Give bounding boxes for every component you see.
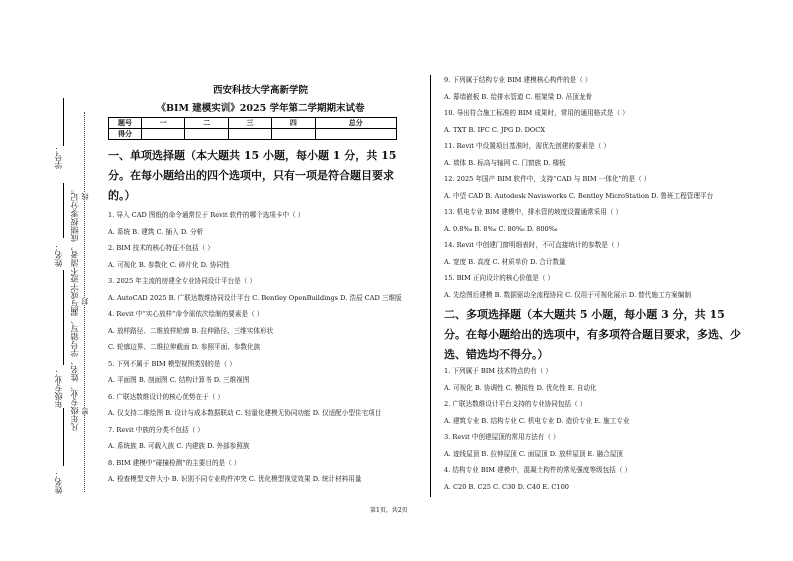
section-2-title: 二、多项选择题（本大题共 5 小题，每小题 3 分，共 15 分。在每小题给出的选项中，有多项符合题目要求，多选、少选、错选均不得分。） — [444, 308, 741, 361]
question: 10. 导出符合施工标准的 BIM 成果时，常用的通用格式是（ ） — [444, 109, 629, 117]
student-id-field-label: 学号： — [54, 145, 63, 169]
answer-options: A. 放样路径、二维放样轮廓 B. 拉伸路径、三维实体形状 — [108, 326, 274, 335]
grade-major-field-label: 年级专业： — [54, 368, 63, 408]
seal-mark-xian: 线 — [81, 193, 89, 200]
score-cell[interactable] — [228, 129, 271, 140]
score-cell[interactable] — [272, 129, 315, 140]
answer-options: A. 迹线屋顶 B. 拉伸屋顶 C. 面屋顶 D. 放样屋顶 E. 融合屋顶 — [444, 449, 623, 458]
question: 2. 广联达数维设计平台支持的专业协同包括（ ） — [444, 400, 587, 408]
answer-options: C. 轮廓边界、二维拉伸截面 D. 参照平面、参数化族 — [108, 343, 261, 351]
question: 4. 结构专业 BIM 建模中，混凝土构件的常见强度等级包括（ ） — [444, 466, 632, 474]
answer-options: A. 宽度 B. 高度 C. 材质单价 D. 合计数量 — [444, 257, 566, 266]
header-cell: 题号 — [109, 118, 142, 129]
score-table-header-row — [109, 118, 397, 129]
question: 8. BIM 建模中“碰撞检测”的主要目的是（ ） — [108, 458, 241, 467]
answer-options: A. 系统 B. 建筑 C. 插入 D. 分析 — [108, 227, 204, 236]
answer-options: A. C20 B. C25 C. C30 D. C40 E. C100 — [444, 482, 569, 491]
score-table-score-row — [109, 129, 397, 140]
margin-line — [63, 408, 64, 466]
answer-options: A. 系统族 B. 可载入族 C. 内建族 D. 外部参照族 — [108, 442, 250, 450]
section-1 — [108, 146, 413, 492]
answer-options: A. 幕墙嵌板 B. 给排水管道 C. 框架梁 D. 吊顶龙骨 — [444, 92, 593, 101]
answer-options: A. 墙体 B. 标高与轴网 C. 门窗族 D. 楼板 — [444, 158, 566, 167]
answer-options: A. 可视化 B. 参数化 C. 碎片化 D. 协同性 — [108, 260, 230, 269]
question: 12. 2025 年国产 BIM 软件中，支持“CAD 与 BIM 一体化”的是（ ） — [444, 175, 651, 183]
question: 1. 下列属于 BIM 技术特点的有（ ） — [444, 367, 553, 375]
seal-mark-feng: 封 — [81, 298, 89, 305]
score-cell[interactable] — [142, 129, 185, 140]
answer-options: A. 建筑专业 B. 结构专业 C. 机电专业 D. 造价专业 E. 施工专业 — [444, 416, 630, 425]
header-cell: 三 — [228, 118, 271, 129]
question: 6. 广联达数维设计的核心优势在于（ ） — [108, 392, 224, 401]
answer-options: A. AutoCAD 2025 B. 广联达数维协同设计平台 C. Bentley OpenBuildings D. 浩辰 CAD 三维版 — [108, 293, 402, 302]
question: 13. 机电专业 BIM 建模中，排水管的坡度设置通常采用（ ） — [444, 208, 623, 216]
answer-options: A. TXT B. IFC C. JPG D. DOCX — [444, 125, 546, 134]
binding-notice: 凡年级专业、姓名、学号错写、漏写或字迹不清者，成绩按零分记。 — [69, 185, 79, 431]
header-cell: 二 — [185, 118, 228, 129]
page-number: 第1页，共2页 — [370, 507, 408, 514]
answer-options: A. 0.8‰ B. 8‰ C. 80‰ D. 800‰ — [444, 224, 558, 233]
header-cell: 四 — [272, 118, 315, 129]
answer-options: A. 仅支持二维绘图 B. 设计与成本数据联动 C. 轻量化建模无协同功能 D. 仅适配小型住宅项目 — [108, 409, 382, 417]
section-1-title: 一、单项选择题（本大题共 15 小题，每小题 1 分，共 15 分。在每小题给出的四个选项中，只有一项是符合题目要求的。） — [108, 149, 397, 202]
margin-line — [63, 183, 64, 238]
column-divider — [430, 75, 431, 497]
answer-options: A. 检查模型文件大小 B. 识别不同专业构件冲突 C. 优化模型视觉效果 D. 统计材料用量 — [108, 475, 362, 483]
right-questions — [444, 76, 749, 499]
exam-title: 《BIM 建模实训》2025 学年第二学期期末试卷 — [156, 103, 365, 114]
name-field-label-2: 姓名： — [54, 470, 63, 494]
school-name: 西安科技大学高新学院 — [212, 85, 308, 96]
answer-options: A. 可视化 B. 协调性 C. 模拟性 D. 优化性 E. 自动化 — [444, 383, 597, 392]
question: 14. Revit 中创建门窗明细表时，不可直接统计的参数是（ ） — [444, 241, 624, 249]
header-cell: 总分 — [315, 118, 396, 129]
question: 3. 2025 年主流的房建全专业协同设计平台是（ ） — [108, 277, 257, 285]
header-cell: 一 — [142, 118, 185, 129]
question: 15. BIM 正向设计的核心价值是（ ） — [444, 274, 555, 282]
question: 5. 下列不属于 BIM 模型视图类别的是（ ） — [108, 359, 236, 368]
score-cell[interactable] — [185, 129, 228, 140]
question: 11. Revit 中设置项目基准时，需优先创建的要素是（ ） — [444, 142, 610, 150]
margin-line — [63, 270, 64, 365]
margin-line — [63, 98, 64, 146]
question: 7. Revit 中族的分类不包括（ ） — [108, 425, 204, 434]
score-cell[interactable] — [315, 129, 396, 140]
question: 9. 下列属于结构专业 BIM 建模核心构件的是（ ） — [444, 76, 592, 84]
score-table — [108, 117, 397, 140]
row-label: 得分 — [109, 129, 142, 140]
question: 2. BIM 技术的核心特征不包括（ ） — [108, 244, 214, 252]
answer-options: A. 平面图 B. 剖面图 C. 结构计算书 D. 三维视图 — [108, 376, 250, 384]
seal-mark-mi: 密 — [81, 408, 89, 415]
answer-options: A. 先绘图后建模 B. 数据驱动全流程协同 C. 仅用于可视化展示 D. 替代施工方案编制 — [444, 290, 691, 299]
question: 4. Revit 中“实心放样”命令需依次绘制的要素是（ ） — [108, 310, 264, 318]
question: 3. Revit 中创建屋顶的常用方法有（ ） — [444, 433, 560, 441]
name-field-label: 姓名： — [54, 243, 63, 267]
question: 1. 导入 CAD 图纸的命令通常位于 Revit 软件的哪个选项卡中（ ） — [108, 211, 305, 219]
answer-options: A. 中望 CAD B. Autodesk Navisworks C. Bentley MicroStation D. 鲁班工程管理平台 — [444, 191, 714, 200]
